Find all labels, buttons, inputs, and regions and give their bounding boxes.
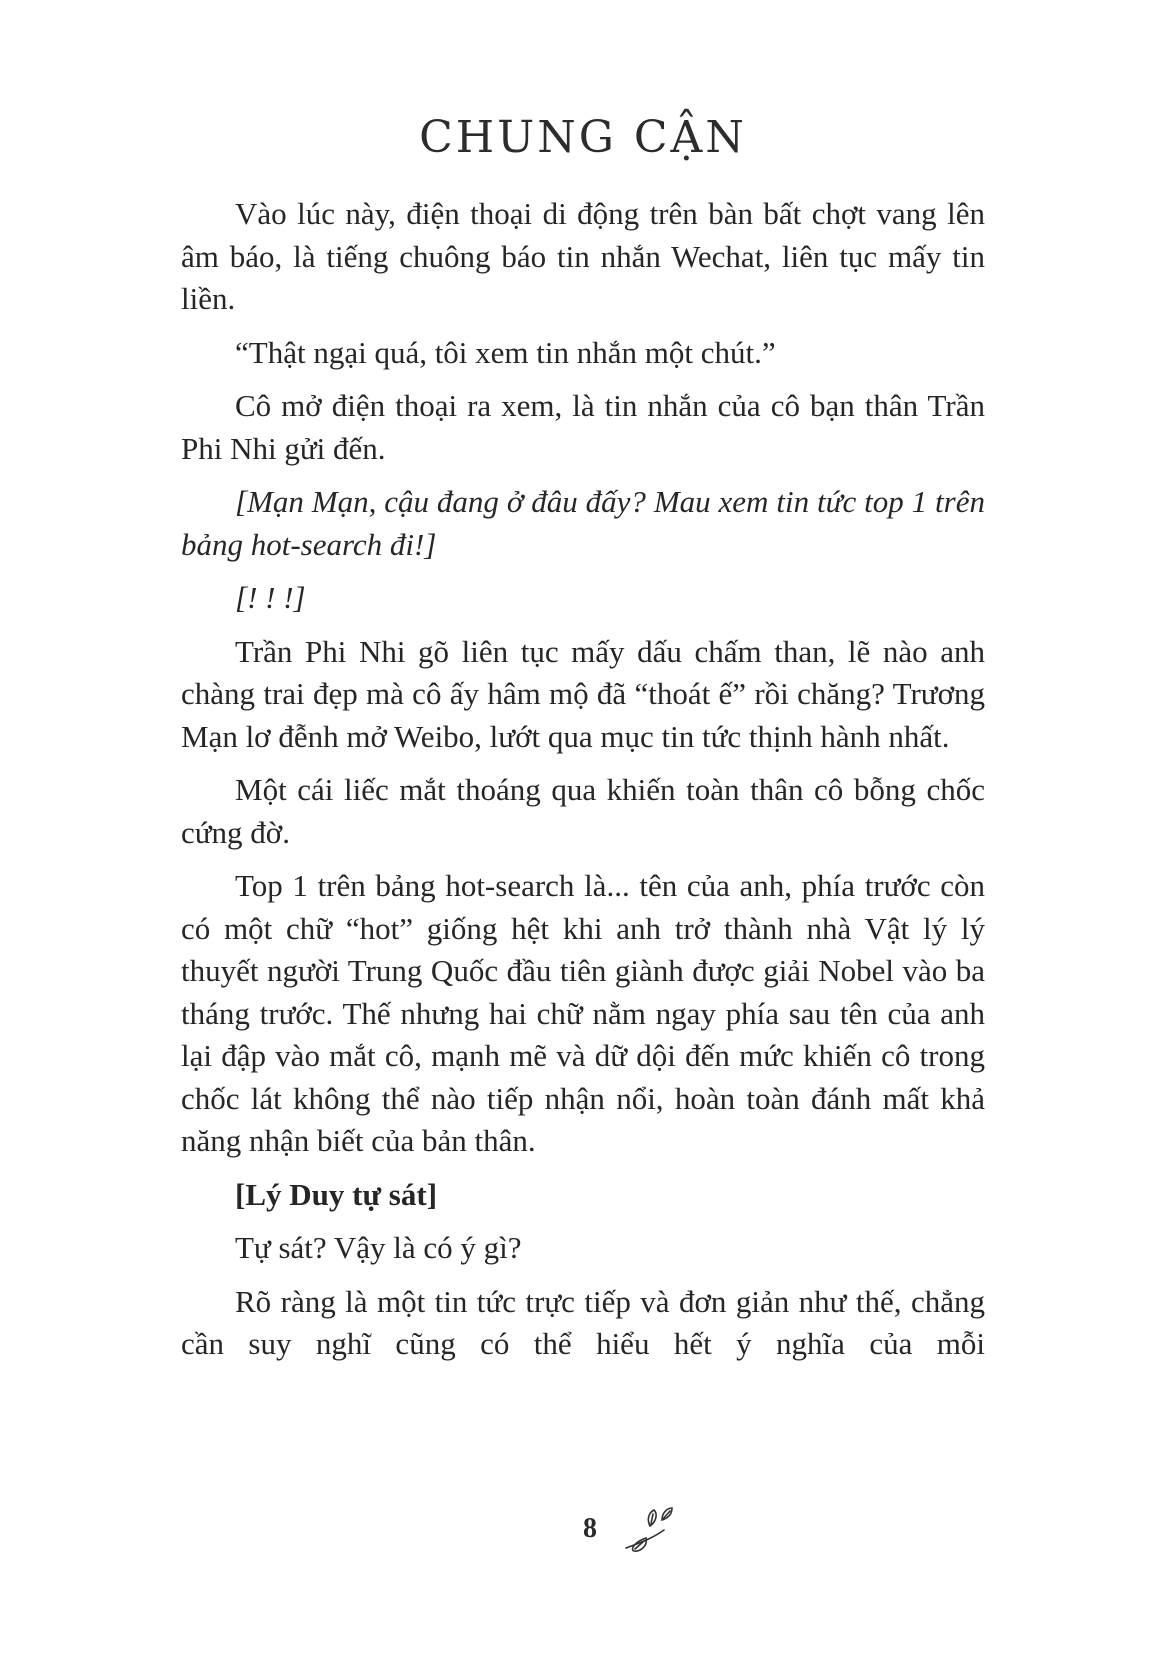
paragraph-message-2: [! ! !] [235,580,306,615]
page-number: 8 [583,1513,597,1544]
paragraph-open-phone: Cô mở điện thoại ra xem, là tin nhắn của cô bạn thân Trần Phi Nhi gửi đến. [181,388,985,466]
page-title: CHUNG CẬN [419,112,747,163]
paragraph-question: Tự sát? Vậy là có ý gì? [235,1230,522,1265]
paragraph-continued: Rõ ràng là một tin tức trực tiếp và đơn giản như thế, chẳng cần suy nghĩ cũng có thể hiểu hết ý nghĩa của mỗi [181,1283,985,1361]
paragraph-headline: [Lý Duy tự sát] [235,1176,438,1212]
paragraph-message-1: [Mạn Mạn, cậu đang ở đâu đấy? Mau xem tin tức top 1 trên bảng hot-search đi!] [181,484,985,562]
leaf-icon [620,1504,676,1554]
body-text [181,193,985,1377]
paragraph-glance: Một cái liếc mắt thoáng qua khiến toàn thân cô bỗng chốc cứng đờ. [181,772,985,850]
paragraph-notification: Vào lúc này, điện thoại di động trên bàn bất chợt vang lên âm báo, là tiếng chuông báo tin nhắn Wechat, liên tục mấy tin liền. [181,196,985,316]
paragraph-hot-search: Top 1 trên bảng hot-search là... tên của anh, phía trước còn có một chữ “hot” giống hệt khi anh trở thành nhà Vật lý lý thuyết người Trung Quốc đầu tiên giành được giải Nobel vào ba tháng trước. Thế nhưng hai chữ nằm ngay phía sau tên của anh lại đập vào mắt cô, mạnh mẽ và dữ dội đến mức khiến cô trong chốc lát không thể nào tiếp nhận nổi, hoàn toàn đánh mất khả năng nhận biết của bản thân. [181,868,985,1158]
paragraph-dialogue: “Thật ngại quá, tôi xem tin nhắn một chút.” [235,334,776,370]
page-footer [0,1502,1166,1562]
paragraph-weibo: Trần Phi Nhi gõ liên tục mấy dấu chấm than, lẽ nào anh chàng trai đẹp mà cô ấy hâm mộ đã “thoát ế” rồi chăng? Trương Mạn lơ đễnh mở Weibo, lướt qua mục tin tức thịnh hành nhất. [181,633,985,754]
